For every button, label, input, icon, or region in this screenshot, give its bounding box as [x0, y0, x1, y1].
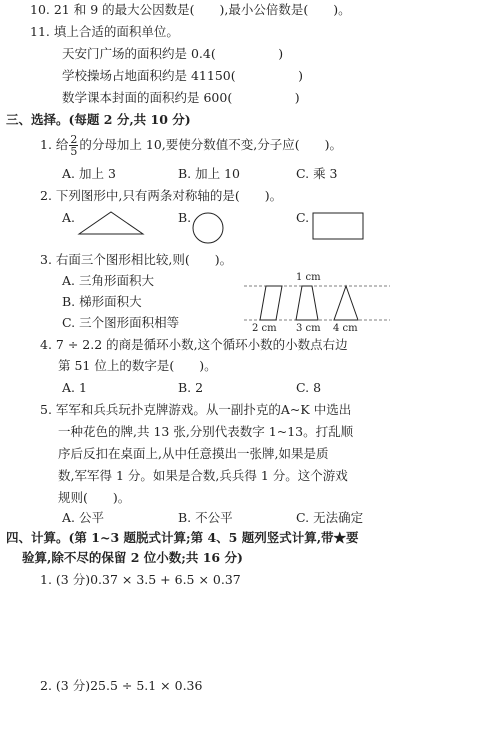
- question-11-line-2: 学校操场占地面积约是 41150( ): [62, 68, 303, 83]
- choice-1-pre: 1. 给: [40, 137, 69, 152]
- triangle-shape: [78, 210, 144, 236]
- choice-1-option-b: B. 加上 10: [178, 166, 241, 181]
- choice-2-stem: 2. 下列图形中,只有两条对称轴的是( )。: [40, 188, 283, 203]
- figure-height-label: 1 cm: [296, 272, 321, 283]
- choice-5-option-b: B. 不公平: [178, 510, 233, 525]
- choice-1-post: 的分母加上 10,要使分数值不变,分子应( )。: [79, 137, 342, 152]
- choice-3-option-b: B. 梯形面积大: [62, 294, 142, 309]
- fraction: [69, 134, 78, 157]
- choice-1-option-a: A. 加上 3: [62, 166, 116, 181]
- choice-5-option-c: C. 无法确定: [296, 510, 364, 525]
- choice-5-line-2: 一种花色的牌,共 13 张,分别代表数字 1~13。打乱顺: [58, 424, 354, 439]
- choice-3-option-a: A. 三角形面积大: [62, 273, 154, 288]
- figure-base-label-3: 4 cm: [333, 323, 358, 334]
- question-11-title: 11. 填上合适的面积单位。: [30, 24, 179, 39]
- choice-4-option-c: C. 8: [296, 380, 322, 395]
- section-4-heading-line-2: 验算,除不尽的保留 2 位小数;共 16 分): [22, 550, 243, 565]
- choice-5-line-4: 数,军军得 1 分。如果是合数,兵兵得 1 分。这个游戏: [58, 468, 348, 483]
- triangle-shape: [334, 286, 358, 320]
- choice-5-line-1: 5. 军军和兵兵玩扑克牌游戏。从一副扑克的A~K 中选出: [40, 402, 352, 417]
- parallelogram-shape: [260, 286, 282, 320]
- section-3-heading: 三、选择。(每题 2 分,共 10 分): [6, 112, 191, 127]
- choice-5-line-3: 序后反扣在桌面上,从中任意摸出一张牌,如果是质: [58, 446, 329, 461]
- question-11-line-3: 数学课本封面的面积约是 600( ): [62, 90, 300, 105]
- choice-2-option-a: A.: [62, 210, 76, 225]
- choice-4-line-1: 4. 7 ÷ 2.2 的商是循环小数,这个循环小数的小数点右边: [40, 337, 348, 352]
- choice-4-option-a: A. 1: [62, 380, 87, 395]
- choice-5-line-5: 规则( )。: [58, 490, 131, 505]
- fraction-numerator: 2: [70, 133, 78, 146]
- calc-1: 1. (3 分)0.37 × 3.5 + 6.5 × 0.37: [40, 572, 241, 587]
- calc-2: 2. (3 分)25.5 ÷ 5.1 × 0.36: [40, 678, 203, 693]
- figure-base-label-2: 3 cm: [296, 323, 321, 334]
- choice-5-option-a: A. 公平: [62, 510, 104, 525]
- choice-2-option-b: B.: [178, 210, 192, 225]
- question-11-line-1: 天安门广场的面积约是 0.4( ): [62, 46, 284, 61]
- choice-4-option-b: B. 2: [178, 380, 204, 395]
- figure-base-label-1: 2 cm: [252, 323, 277, 334]
- rectangle-shape: [312, 212, 364, 240]
- choice-3-stem: 3. 右面三个图形相比较,则( )。: [40, 252, 233, 267]
- choice-1-stem: [40, 134, 342, 157]
- choice-3-option-c: C. 三个图形面积相等: [62, 315, 180, 330]
- choice-1-option-c: C. 乘 3: [296, 166, 338, 181]
- question-10: 10. 21 和 9 的最大公因数是( ),最小公倍数是( )。: [30, 2, 351, 17]
- trapezoid-shape: [296, 286, 318, 320]
- choice-4-line-2: 第 51 位上的数字是( )。: [58, 358, 217, 373]
- choice-2-option-c: C.: [296, 210, 310, 225]
- fraction-denominator: 5: [70, 145, 78, 158]
- section-4-heading-line-1: 四、计算。(第 1~3 题脱式计算;第 4、5 题列竖式计算,带★要: [6, 530, 359, 545]
- circle-shape: [192, 212, 224, 244]
